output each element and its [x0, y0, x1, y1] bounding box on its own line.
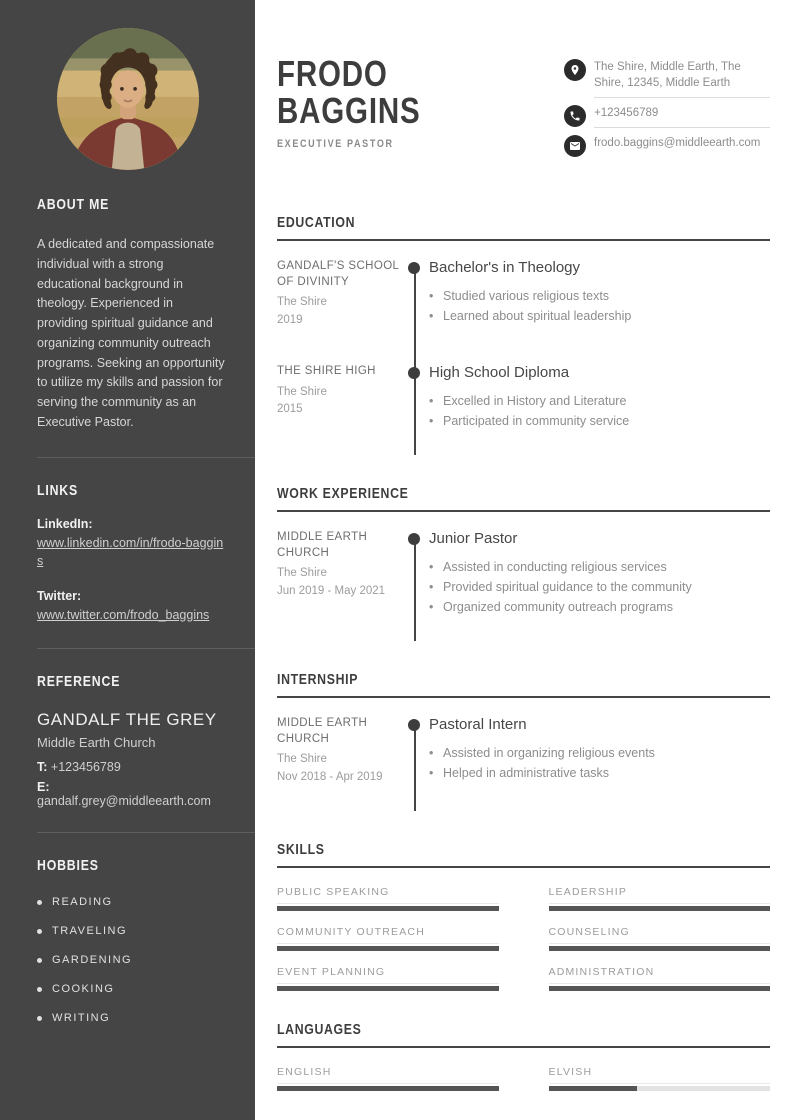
hobby-item: TRAVELING [37, 925, 225, 937]
education-bullet: • Excelled in History and Literature [429, 391, 770, 411]
skill-label: COUNSELING [548, 925, 630, 938]
education-entry-detail [429, 259, 770, 330]
sidebar-divider [37, 457, 255, 458]
school-name: THE SHIRE HIGH [277, 365, 376, 378]
reference-email-value: gandalf.grey@middleearth.com [37, 794, 211, 808]
education-entry [277, 364, 770, 431]
email-icon [564, 135, 586, 157]
reference-organization: Middle Earth Church [37, 735, 156, 750]
company-location: The Shire [277, 753, 327, 766]
timeline-dot [408, 262, 420, 274]
work-bullet: • Organized community outreach programs [429, 597, 770, 617]
skill-bar-track [277, 906, 499, 911]
reference-section [37, 673, 225, 808]
skill-label: PUBLIC SPEAKING [277, 885, 390, 898]
skill-separator [549, 983, 771, 984]
hobby-item: GARDENING [37, 954, 225, 966]
links-heading: LINKS [37, 481, 78, 499]
language-item [277, 1066, 499, 1091]
skill-separator [277, 903, 499, 904]
contact-email-row [564, 135, 770, 157]
main-content [255, 0, 794, 1120]
internship-entry [277, 716, 770, 787]
skill-label: ADMINISTRATION [548, 965, 655, 978]
contact-block [564, 55, 770, 164]
education-bullet: • Studied various religious texts [429, 286, 770, 306]
education-bullet: • Participated in community service [429, 411, 770, 431]
bullet-dot-icon [37, 987, 42, 992]
degree-title: High School Diploma [429, 364, 570, 382]
skills-heading: SKILLS [277, 841, 770, 868]
reference-phone-row [37, 760, 225, 774]
link-item-linkedin [37, 517, 225, 571]
timeline-dot [408, 533, 420, 545]
skill-bar-fill [277, 906, 499, 911]
school-year: 2015 [277, 403, 303, 416]
skill-bar-track [277, 986, 499, 991]
hobby-item: WRITING [37, 1012, 225, 1024]
work-dates: Jun 2019 - May 2021 [277, 584, 386, 597]
hobbies-heading: HOBBIES [37, 857, 99, 874]
school-location: The Shire [277, 385, 327, 398]
work-entry-meta [277, 530, 399, 617]
skill-item [549, 966, 771, 991]
contact-phone: +123456789 [594, 105, 770, 128]
timeline-dot [408, 719, 420, 731]
sidebar-divider [37, 648, 255, 649]
skill-separator [549, 943, 771, 944]
role-title: Pastoral Intern [429, 716, 527, 734]
reference-email-label: E: [37, 780, 50, 794]
reference-phone-label: T: [37, 760, 48, 774]
reference-heading: REFERENCE [37, 673, 121, 690]
education-bullet: • Learned about spiritual leadership [429, 306, 770, 326]
work-entry-detail [429, 530, 770, 617]
twitter-label: Twitter: [37, 588, 82, 603]
work-timeline [277, 530, 770, 641]
work-experience-section [277, 485, 770, 641]
bullet-dot-icon [37, 1016, 42, 1021]
location-pin-icon [564, 59, 586, 81]
language-item [549, 1066, 771, 1091]
bullet-dot-icon [37, 929, 42, 934]
links-section [37, 482, 225, 625]
language-bar-track [549, 1086, 771, 1091]
skill-item [277, 966, 499, 991]
internship-dates: Nov 2018 - Apr 2019 [277, 770, 383, 783]
work-bullet: • Assisted in conducting religious services [429, 557, 770, 577]
language-bar-fill [277, 1086, 499, 1091]
internship-bullet: • Assisted in organizing religious events [429, 743, 770, 763]
profile-photo-illustration [57, 28, 199, 170]
education-entry-meta [277, 259, 399, 330]
company-name: MIDDLE EARTH CHURCH [277, 531, 368, 559]
hobby-item: COOKING [37, 983, 225, 995]
skill-bar-fill [549, 986, 771, 991]
twitter-link[interactable]: www.twitter.com/frodo_baggins [37, 607, 210, 622]
language-bar-fill [549, 1086, 638, 1091]
hobby-item: READING [37, 896, 225, 908]
skill-separator [549, 903, 771, 904]
education-entry-detail [429, 364, 770, 431]
timeline-dot [408, 367, 420, 379]
skill-item [277, 886, 499, 911]
skill-item [277, 926, 499, 951]
language-separator [549, 1083, 771, 1084]
skill-separator [277, 943, 499, 944]
skill-bar-fill [277, 946, 499, 951]
language-label: ELVISH [548, 1065, 593, 1078]
language-label: ENGLISH [277, 1065, 332, 1078]
education-heading: EDUCATION [277, 214, 770, 241]
skill-separator [277, 983, 499, 984]
sidebar [0, 0, 255, 1120]
contact-address: The Shire, Middle Earth, The Shire, 12345, Middle Earth [594, 59, 770, 98]
skill-label: LEADERSHIP [548, 885, 628, 898]
education-timeline [277, 259, 770, 455]
link-item-twitter [37, 589, 225, 625]
skill-bar-track [549, 906, 771, 911]
contact-phone-row [564, 105, 770, 128]
linkedin-link[interactable]: www.linkedin.com/in/frodo-baggins [37, 535, 224, 568]
hobbies-section [37, 857, 225, 1024]
education-entry [277, 259, 770, 330]
school-name: GANDALF'S SCHOOL OF DIVINITY [277, 260, 399, 288]
skill-bar-fill [277, 986, 499, 991]
company-name: MIDDLE EARTH CHURCH [277, 717, 368, 745]
skill-item [549, 926, 771, 951]
phone-icon [564, 105, 586, 127]
work-experience-heading: WORK EXPERIENCE [277, 485, 770, 512]
internship-heading: INTERNSHIP [277, 671, 770, 698]
school-location: The Shire [277, 296, 327, 309]
profile-photo [57, 28, 199, 170]
name-first: FRODO [277, 53, 388, 94]
bullet-dot-icon [37, 900, 42, 905]
company-location: The Shire [277, 567, 327, 580]
language-separator [277, 1083, 499, 1084]
skill-item [549, 886, 771, 911]
sidebar-divider [37, 832, 255, 833]
languages-heading: LANGUAGES [277, 1021, 770, 1048]
skill-label: EVENT PLANNING [277, 965, 386, 978]
work-bullet: • Provided spiritual guidance to the community [429, 577, 770, 597]
work-entry [277, 530, 770, 617]
internship-timeline [277, 716, 770, 811]
education-section [277, 214, 770, 455]
contact-email: frodo.baggins@middleearth.com [594, 137, 761, 150]
internship-bullet: • Helped in administrative tasks [429, 763, 770, 783]
skill-bar-track [549, 946, 771, 951]
school-year: 2019 [277, 314, 303, 327]
reference-email-row [37, 780, 225, 808]
linkedin-label: LinkedIn: [37, 516, 93, 531]
job-title: EXECUTIVE PASTOR [277, 138, 394, 150]
skill-bar-track [277, 946, 499, 951]
language-bar-track [277, 1086, 499, 1091]
about-me-heading: ABOUT ME [37, 196, 110, 213]
bullet-dot-icon [37, 958, 42, 963]
skill-bar-fill [549, 946, 771, 951]
degree-title: Bachelor's in Theology [429, 259, 581, 277]
name-last: BAGGINS [277, 90, 421, 131]
skill-bar-fill [549, 906, 771, 911]
skill-label: COMMUNITY OUTREACH [277, 925, 425, 938]
internship-entry-meta [277, 716, 399, 787]
languages-section [277, 1021, 770, 1091]
skill-bar-track [549, 986, 771, 991]
role-title: Junior Pastor [429, 530, 518, 548]
contact-address-row [564, 59, 770, 98]
resume-header [277, 55, 770, 164]
skills-section [277, 841, 770, 991]
name-block [277, 55, 452, 164]
reference-name: GANDALF THE GREY [37, 710, 217, 729]
education-entry-meta [277, 364, 399, 431]
internship-section [277, 671, 770, 811]
about-me-text: A dedicated and compassionate individual with a strong educational background in theology. Experienced in providing spiritual guidance and organizing community outreach programs. Seeking an opportunity to utilize my skills and passion for serving the community as an Executive Pastor. [37, 237, 225, 429]
reference-phone-value: +123456789 [50, 760, 121, 774]
internship-entry-detail [429, 716, 770, 787]
